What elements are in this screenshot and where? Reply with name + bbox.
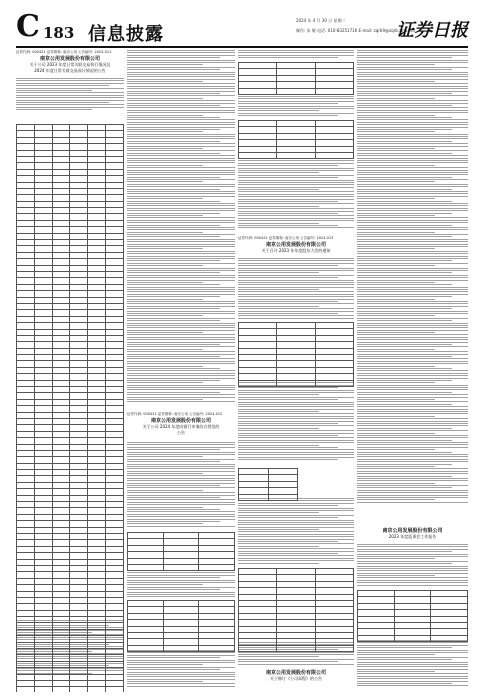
article-subtitle: 2024 年度日常关联交易预计情况的公告 xyxy=(34,68,106,73)
company-name: 南京公用发展股份有限公司 xyxy=(150,418,211,424)
article-title: 关于公司 2023 年度日常关联交易执行情况及 xyxy=(29,62,111,67)
company-name: 南京公用发展股份有限公司 xyxy=(382,528,443,534)
body-text xyxy=(127,650,235,688)
body-text xyxy=(357,640,468,688)
company-name: 南京公用发展股份有限公司 xyxy=(39,56,100,62)
body-text xyxy=(16,620,124,675)
newspaper-logo: 证券日报 xyxy=(396,20,468,41)
data-table xyxy=(238,62,354,95)
body-text xyxy=(238,380,354,461)
article-code: 证券代码: 000421 证券简称: 南京公用 公告编号: 2024-013 xyxy=(238,236,334,240)
transaction-table xyxy=(16,124,124,692)
article-title: 关于召开 2023 年年度股东大会的通知 xyxy=(261,248,331,253)
page-letter: C xyxy=(16,9,40,44)
company-name: 南京公用发展股份有限公司 xyxy=(265,670,326,676)
data-table xyxy=(238,120,354,159)
page-code xyxy=(16,9,75,44)
data-table xyxy=(238,468,298,501)
article-subtitle: 公告 xyxy=(177,430,185,435)
article-title: 2023 年度监事会工作报告 xyxy=(388,534,437,539)
date-line: 2024 年 4 月 30 日 星期二 xyxy=(296,18,346,23)
body-text xyxy=(127,50,235,404)
body-text xyxy=(127,442,235,528)
credit-table xyxy=(127,532,235,571)
article-title: 关于修订《公司章程》的公告 xyxy=(270,676,322,681)
body-text xyxy=(238,642,354,666)
column-2 xyxy=(127,50,235,692)
section-title: 信息披露 xyxy=(88,24,164,45)
proposal-table xyxy=(238,322,354,387)
article-heading xyxy=(127,418,235,436)
column-3 xyxy=(238,50,354,692)
body-text xyxy=(357,544,468,587)
column-4 xyxy=(357,50,468,692)
body-text xyxy=(238,258,354,320)
page-number: 183 xyxy=(43,24,75,42)
body-text xyxy=(238,158,354,230)
editor-line: 制作: 朱 敏 电话: 010-83251716 E-mail: zqrb9@zqrb.sina.net xyxy=(296,28,416,33)
article-heading xyxy=(16,56,124,74)
article-code: 证券代码: 000421 证券简称: 南京公用 公告编号: 2024-012 xyxy=(127,412,223,416)
body-text xyxy=(357,50,468,504)
body-text xyxy=(127,570,235,599)
data-table xyxy=(357,590,468,642)
body-text xyxy=(16,78,124,111)
body-text xyxy=(238,50,354,60)
proxy-table xyxy=(238,568,354,652)
body-text xyxy=(238,498,354,565)
body-text xyxy=(238,96,354,118)
article-title: 关于公司 2024 年度向银行申请综合授信的 xyxy=(142,424,220,429)
article-heading xyxy=(357,528,468,540)
column-1 xyxy=(16,50,124,692)
article-code: 证券代码: 000421 证券简称: 南京公用 公告编号: 2024-011 xyxy=(16,50,112,54)
credit-table xyxy=(127,600,235,652)
article-heading xyxy=(238,242,354,254)
page-header xyxy=(16,9,468,48)
company-name: 南京公用发展股份有限公司 xyxy=(265,242,326,248)
article-heading xyxy=(238,670,354,682)
